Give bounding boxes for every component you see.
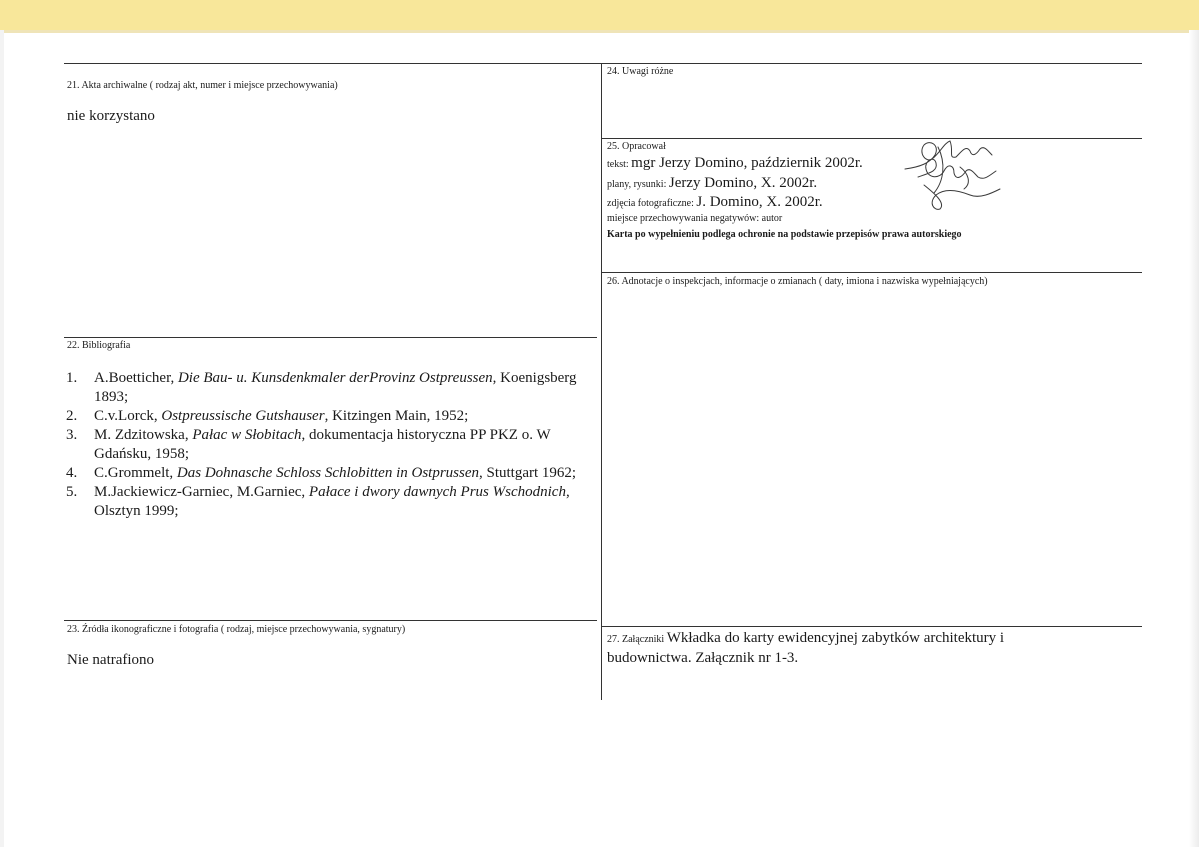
section-23-value: Nie natrafiono: [67, 652, 155, 668]
text-author-label: tekst:: [607, 159, 629, 170]
section-26-label: 26. Adnotacje o inspekcjach, informacje o zmianach ( daty, imiona i nazwiska wypełniających): [607, 276, 988, 287]
negatives-storage: miejsce przechowywania negatywów: autor: [607, 213, 783, 224]
column-divider: [601, 63, 602, 700]
section-27-row: [607, 630, 1004, 647]
section-23-label: 23. Źródła ikonograficzne i fotografia ( rodzaj, miejsce przechowywania, sygnatury): [67, 624, 406, 635]
plans-label: plany, rysunki:: [607, 179, 667, 190]
section-25-photos-row: [607, 194, 823, 211]
section-27-label: 27. Załączniki: [607, 634, 665, 645]
section-21-label: 21. Akta archiwalne ( rodzaj akt, numer i miejsce przechowywania): [67, 80, 338, 91]
rule-22: [64, 337, 597, 338]
photos-label: zdjęcia fotograficzne:: [607, 198, 694, 209]
bibliography-item: 1. A.Boetticher, Die Bau- u. Kunsdenkmaler derProvinz Ostpreussen, Koenigsberg 1893;: [66, 370, 577, 405]
scan-top-shadow: [0, 30, 1199, 33]
top-rule: [64, 63, 1142, 64]
section-22-label: 22. Bibliografia: [67, 340, 131, 351]
plans-value: Jerzy Domino, X. 2002r.: [668, 175, 818, 191]
section-24-label: 24. Uwagi różne: [607, 66, 674, 77]
bibliography-item: 4. C.Grommelt, Das Dohnasche Schloss Schlobitten in Ostprussen, Stuttgart 1962;: [66, 465, 577, 481]
rule-25: [601, 138, 1142, 139]
handwritten-signature: [900, 133, 1010, 213]
bibliography-item: 2. C.v.Lorck, Ostpreussische Gutshauser, Kitzingen Main, 1952;: [66, 408, 469, 424]
copyright-notice: Karta po wypełnieniu podlega ochronie na podstawie przepisów prawa autorskiego: [607, 229, 962, 240]
rule-27: [601, 626, 1142, 627]
text-author-value: mgr Jerzy Domino, październik 2002r.: [631, 155, 863, 171]
bibliography-item: 5. M.Jackiewicz-Garniec, M.Garniec, Pałace i dwory dawnych Prus Wschodnich, Olsztyn 1999;: [66, 484, 570, 519]
section-27-value-line2: budownictwa. Załącznik nr 1-3.: [607, 650, 799, 666]
section-25-text-row: [607, 155, 863, 172]
section-25-label: 25. Opracował: [607, 141, 666, 152]
photos-value: J. Domino, X. 2002r.: [696, 194, 823, 210]
section-25-plans-row: [607, 175, 817, 192]
scan-left-edge: [0, 30, 4, 847]
section-21-value: nie korzystano: [67, 108, 155, 124]
bibliography-item: 3. M. Zdzitowska, Pałac w Słobitach, dokumentacja historyczna PP PKZ o. W Gdańsku, 1958;: [66, 427, 551, 462]
bibliography-list: [66, 369, 586, 521]
scan-top-band: [0, 0, 1199, 30]
scan-right-edge: [1189, 30, 1199, 847]
rule-26: [601, 272, 1142, 273]
section-27-value-line1: Wkładka do karty ewidencyjnej zabytków architektury i: [666, 630, 1005, 646]
rule-23: [64, 620, 597, 621]
